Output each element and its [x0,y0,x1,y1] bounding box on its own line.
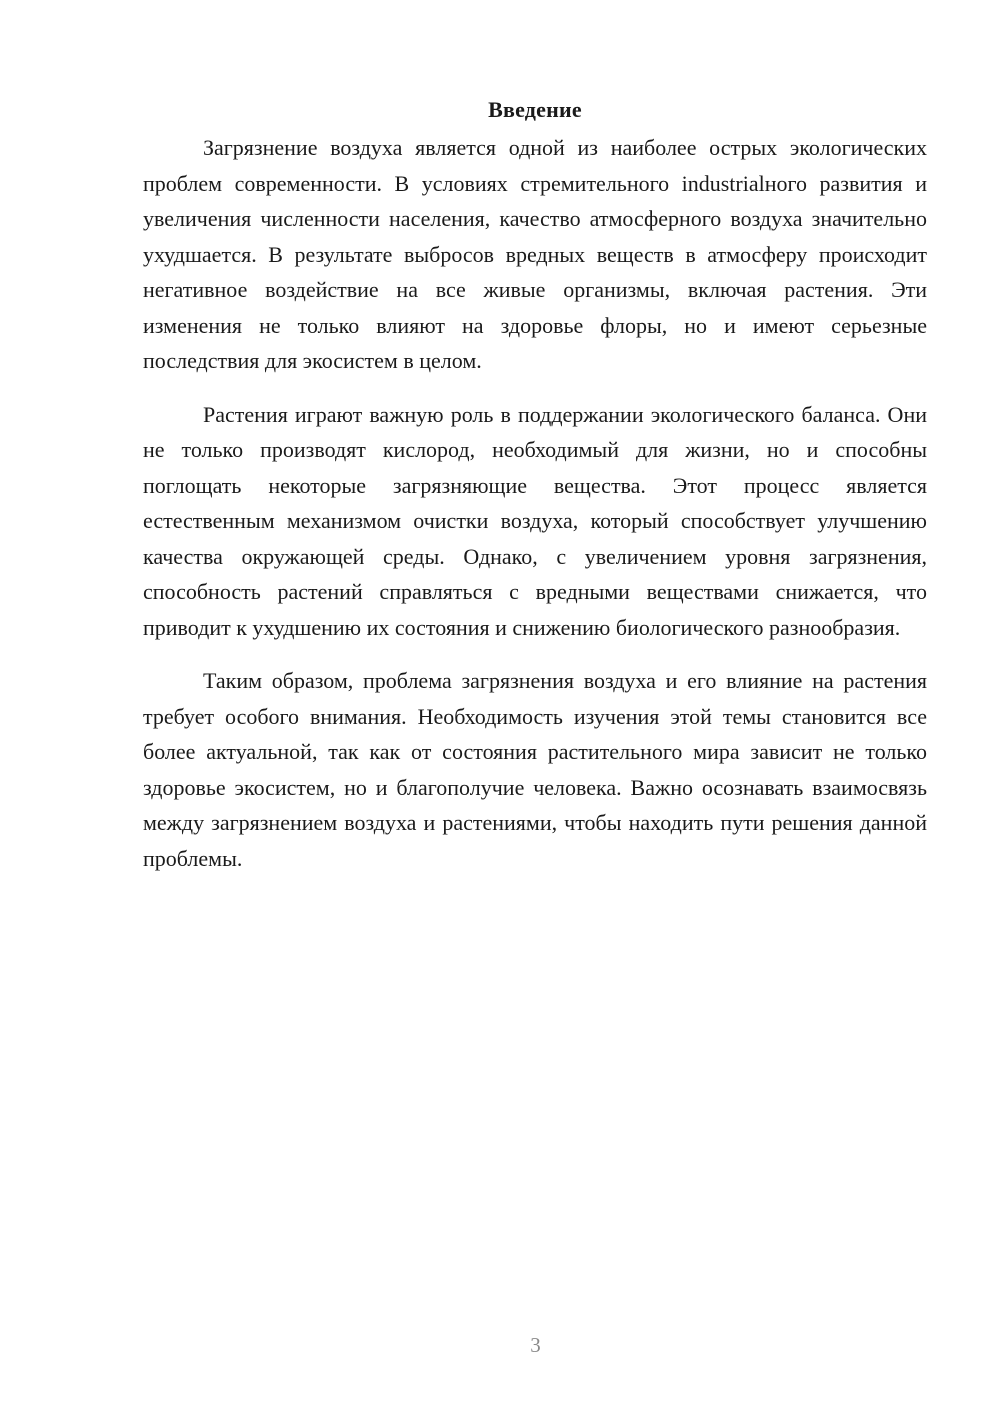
paragraph-1: Загрязнение воздуха является одной из наиболее острых экологических проблем современности. В условиях стремительного industrialного развития и увеличения численности населения, качество атмосферного воздуха значительно ухудшается. В результате выбросов вредных веществ в атмосферу происходит негативное воздействие на все живые организмы, включая растения. Эти изменения не только влияют на здоровье флоры, но и имеют серьезные последствия для экосистем в целом. [143,135,927,373]
paragraph-3: Таким образом, проблема загрязнения воздуха и его влияние на растения требует особого внимания. Необходимость изучения этой темы становится все более актуальной, так как от состояния растительного мира зависит не только здоровье экосистем, но и благополучие человека. Важно осознавать взаимосвязь между загрязнением воздуха и растениями, чтобы находить пути решения данной проблемы. [143,668,927,871]
page-number: 3 [530,1333,541,1357]
page-content [143,92,927,894]
paragraph-2: Растения играют важную роль в поддержании экологического баланса. Они не только производят кислород, необходимый для жизни, но и способны поглощать некоторые загрязняющие вещества. Этот процесс является естественным механизмом очистки воздуха, который способствует улучшению качества окружающей среды. Однако, с увеличением уровня загрязнения, способность растений справляться с вредными веществами снижается, что приводит к ухудшению их состояния и снижению биологического разнообразия. [143,401,927,640]
section-title: Введение [488,97,582,122]
